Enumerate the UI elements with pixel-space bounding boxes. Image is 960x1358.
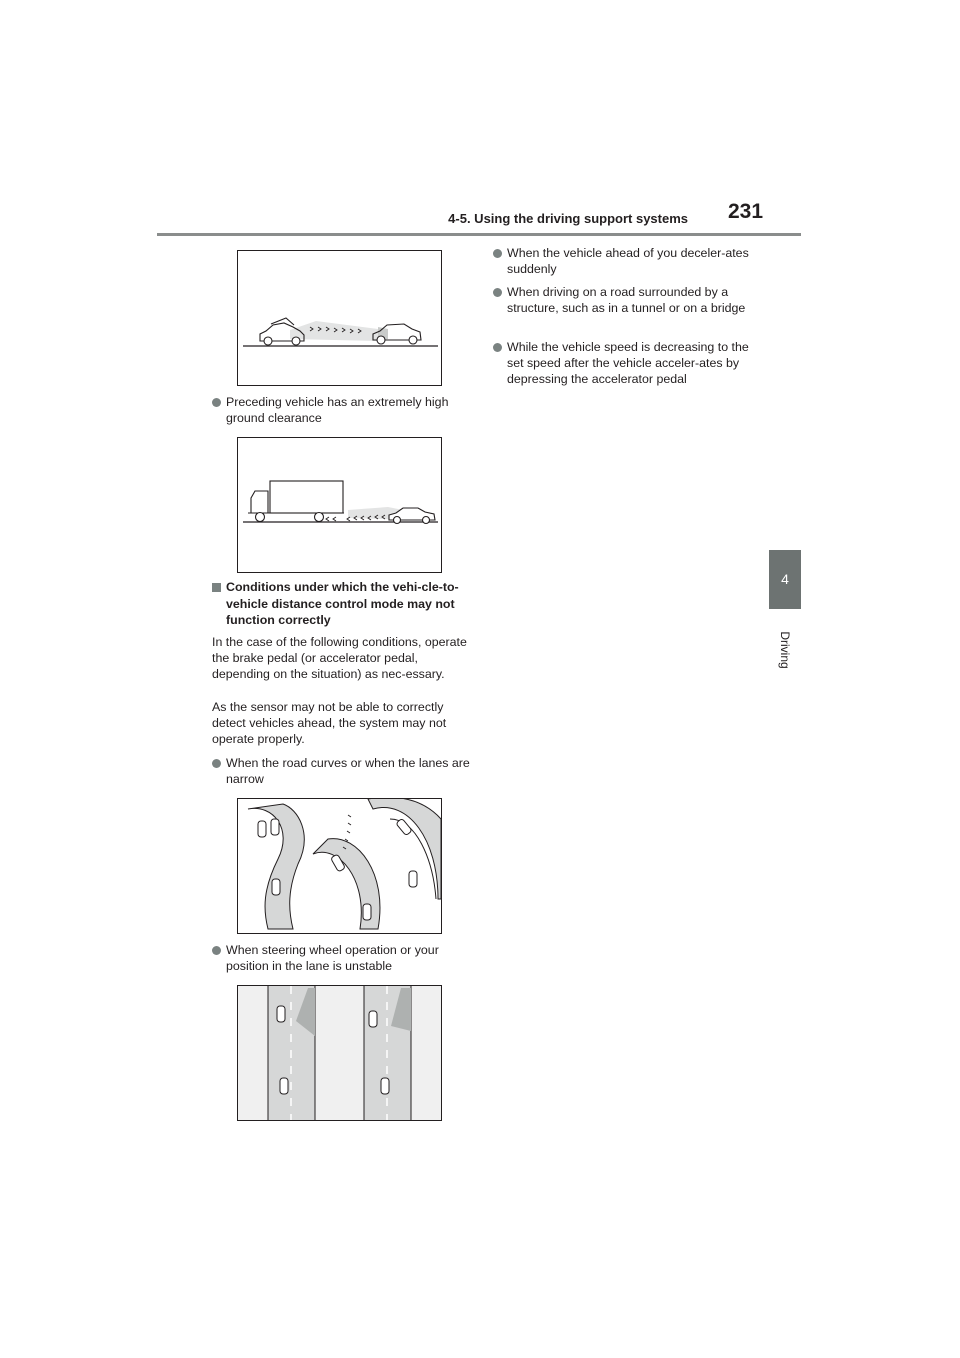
paragraph-sensor: As the sensor may not be able to correctly detect vehicles ahead, the system may not operate properly.	[212, 700, 447, 747]
round-bullet-icon	[212, 398, 221, 407]
paragraph-brake-pedal: In the case of the following conditions, operate the brake pedal (or accelerator pedal, depending on the situation) as nec-essary.	[212, 635, 467, 682]
bullet-steering-unstable	[212, 942, 472, 974]
chapter-label	[766, 620, 804, 680]
bullet-speed-decreasing	[493, 339, 755, 387]
section-title: 4-5. Using the driving support systems	[448, 211, 688, 226]
bullet-road-curves	[212, 755, 472, 787]
bullet-steering-unstable-text: When steering wheel operation or your position in the lane is unstable	[226, 943, 439, 973]
round-bullet-icon	[493, 288, 502, 297]
conditions-heading-text: Conditions under which the vehi-cle-to-vehicle distance control mode may not function correctly	[226, 580, 459, 627]
figure-truck	[237, 437, 442, 573]
bullet-speed-decreasing-text: While the vehicle speed is decreasing to the set speed after the vehicle acceler-ates by depressing the accelerator pedal	[507, 340, 749, 386]
round-bullet-icon	[212, 946, 221, 955]
bullet-high-clearance	[212, 394, 472, 426]
page-number: 231	[728, 200, 764, 223]
figure-curved-roads	[237, 798, 442, 934]
round-bullet-icon	[493, 343, 502, 352]
conditions-heading	[212, 579, 467, 629]
square-bullet-icon	[212, 583, 221, 592]
bullet-tunnel-bridge-text: When driving on a road surrounded by a structure, such as in a tunnel or on a bridge	[507, 285, 746, 315]
figure-high-clearance-car	[237, 250, 442, 386]
bullet-high-clearance-text: Preceding vehicle has an extremely high ground clearance	[226, 395, 449, 425]
bullet-vehicle-decelerates	[493, 245, 755, 277]
chapter-tab[interactable]: 4	[769, 550, 801, 609]
round-bullet-icon	[493, 249, 502, 258]
figure-unstable-lane-position	[237, 985, 442, 1121]
round-bullet-icon	[212, 759, 221, 768]
bullet-vehicle-decelerates-text: When the vehicle ahead of you deceler-ates suddenly	[507, 246, 749, 276]
bullet-tunnel-bridge	[493, 284, 755, 316]
chapter-label-text: Driving	[778, 631, 792, 669]
bullet-road-curves-text: When the road curves or when the lanes are narrow	[226, 756, 470, 786]
header-rule	[157, 233, 801, 236]
